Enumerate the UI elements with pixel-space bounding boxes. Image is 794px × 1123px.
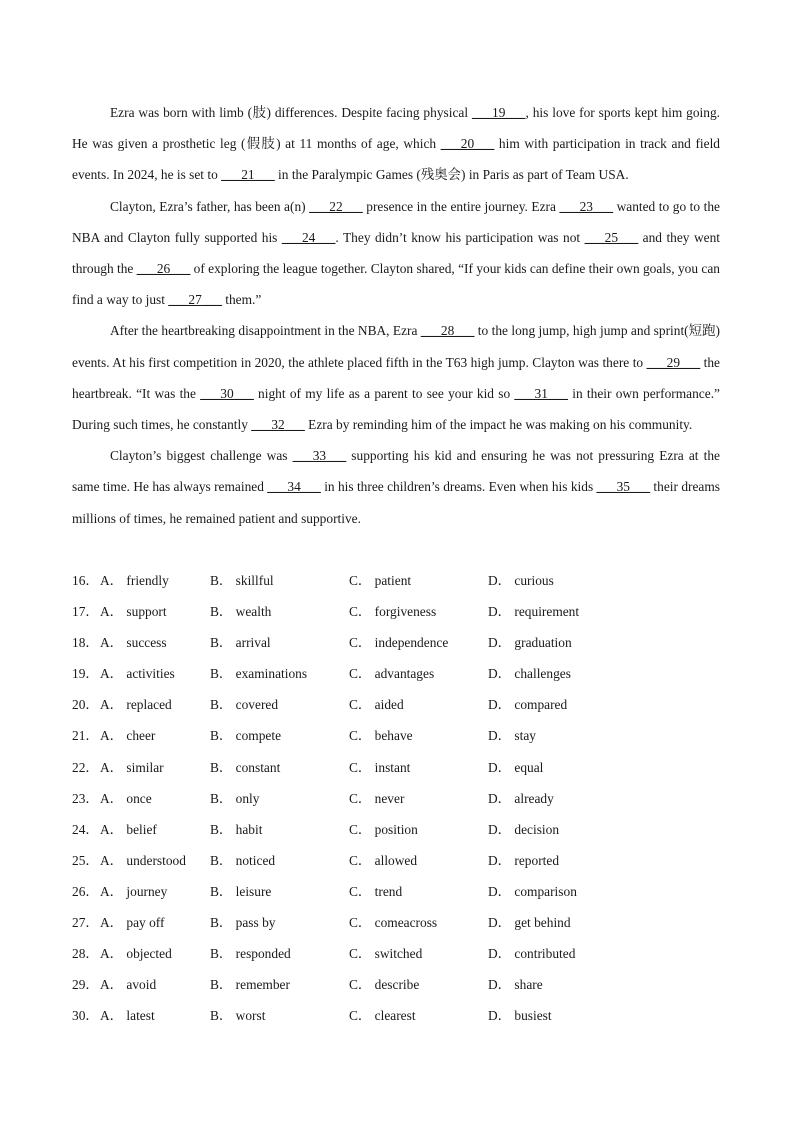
paragraph-4 bbox=[72, 440, 720, 534]
option-a: A． avoid bbox=[100, 977, 157, 993]
option-a: A． understood bbox=[100, 852, 186, 868]
option-a: A． journey bbox=[100, 883, 168, 899]
option-c: C． advantages bbox=[349, 666, 435, 682]
option-a: A． friendly bbox=[100, 573, 169, 588]
option-c: C． describe bbox=[349, 977, 420, 993]
question-row bbox=[72, 907, 752, 938]
answer-options bbox=[72, 565, 752, 1031]
option-b: B． habit bbox=[210, 821, 263, 837]
passage-text: presence in the entire journey. Ezra bbox=[362, 198, 560, 214]
blank-28: ___28___ bbox=[420, 323, 475, 339]
question-row bbox=[72, 876, 752, 907]
question-row bbox=[72, 969, 752, 1000]
option-b: B． arrival bbox=[210, 635, 271, 651]
blank-24: ___24___ bbox=[281, 229, 336, 245]
option-b: B． covered bbox=[210, 697, 279, 713]
question-number: 23． bbox=[72, 790, 99, 806]
passage-text: the heartbreak. “It was the bbox=[72, 354, 720, 401]
passage-text: Ezra was born with limb (肢) differences. Despite facing physical bbox=[110, 105, 472, 120]
option-c: C． position bbox=[349, 821, 418, 837]
question-number: 16． bbox=[72, 573, 99, 588]
passage-text: Ezra by reminding him of the impact he was making on his community. bbox=[304, 417, 693, 433]
blank-34: ___34___ bbox=[267, 479, 321, 495]
option-a: A． pay off bbox=[100, 915, 165, 931]
option-b: B． compete bbox=[210, 728, 282, 744]
option-a: A． replaced bbox=[100, 697, 172, 713]
passage-text: in their own performance.” During such times, he constantly bbox=[72, 385, 720, 433]
question-number: 26． bbox=[72, 883, 99, 899]
option-b: B． only bbox=[210, 790, 260, 806]
option-d: D． contributed bbox=[488, 946, 576, 962]
question-number: 29． bbox=[72, 977, 99, 993]
option-c: C． instant bbox=[349, 759, 411, 775]
option-d: D． reported bbox=[488, 852, 560, 868]
blank-23: ___23___ bbox=[559, 198, 614, 214]
option-b: B． noticed bbox=[210, 852, 276, 868]
passage-text: Clayton’s biggest challenge was bbox=[110, 448, 293, 464]
question-row bbox=[72, 752, 752, 783]
option-c: C． never bbox=[349, 790, 405, 806]
question-number: 24． bbox=[72, 821, 99, 837]
passage-text: supporting his kid and ensuring he was not pressuring Ezra at the same time. He has always remained bbox=[72, 448, 720, 495]
option-c: C． independence bbox=[349, 635, 449, 651]
passage-text: Clayton, Ezra’s father, has been a(n) bbox=[110, 198, 310, 214]
passage-text: night of my life as a parent to see your kid so bbox=[253, 385, 515, 401]
question-number: 17． bbox=[72, 604, 99, 620]
option-c: C． aided bbox=[349, 697, 404, 713]
blank-31: ___31___ bbox=[514, 385, 568, 401]
passage-text: After the heartbreaking disappointment in the NBA, Ezra bbox=[110, 323, 421, 339]
passage-text: , his love for sports kept him going. He was given a prosthetic leg (假肢) at 11 months of age, which bbox=[72, 105, 720, 152]
option-c: C． allowed bbox=[349, 852, 418, 868]
option-c: C． forgiveness bbox=[349, 604, 437, 620]
passage-text: . They didn’t know his participation was not bbox=[335, 229, 585, 245]
passage-text: in the Paralympic Games (残奥会) in Paris as part of Team USA. bbox=[274, 167, 629, 183]
question-row bbox=[72, 720, 752, 751]
option-a: A． objected bbox=[100, 946, 172, 962]
option-d: D． busiest bbox=[488, 1008, 552, 1024]
option-a: A． similar bbox=[100, 759, 164, 775]
option-a: A． support bbox=[100, 604, 167, 620]
blank-35: ___35___ bbox=[596, 479, 651, 495]
blank-19: ___19___ bbox=[471, 105, 526, 120]
blank-25: ___25___ bbox=[584, 229, 639, 245]
passage-text: to the long jump, high jump and sprint(短跑) events. At his first competition in 2020, the athlete placed fifth in the T63 high jump. Clayton was there to bbox=[72, 323, 720, 370]
passage-text: and they went through the bbox=[72, 229, 721, 277]
option-a: A． latest bbox=[100, 1008, 155, 1024]
option-b: B． wealth bbox=[210, 604, 272, 620]
option-c: C． trend bbox=[349, 883, 403, 899]
question-row bbox=[72, 938, 752, 969]
question-row bbox=[72, 689, 752, 720]
option-d: D． stay bbox=[488, 728, 536, 744]
passage-text: him with participation in track and field events. In 2024, he is set to bbox=[72, 136, 720, 183]
option-c: C． patient bbox=[349, 573, 412, 588]
blank-20: ___20___ bbox=[440, 136, 495, 152]
blank-22: ___22___ bbox=[309, 198, 363, 214]
paragraph-2 bbox=[72, 191, 720, 316]
option-c: C． clearest bbox=[349, 1008, 416, 1024]
option-d: D． already bbox=[488, 790, 554, 806]
question-number: 28． bbox=[72, 946, 99, 962]
question-row bbox=[72, 596, 752, 627]
question-number: 20． bbox=[72, 697, 99, 713]
blank-33: ___33___ bbox=[292, 448, 347, 464]
option-d: D． get behind bbox=[488, 915, 571, 931]
blank-27: ___27___ bbox=[168, 292, 222, 308]
question-number: 18． bbox=[72, 635, 99, 651]
question-row bbox=[72, 814, 752, 845]
option-d: D． comparison bbox=[488, 883, 577, 899]
option-b: B． responded bbox=[210, 946, 291, 962]
option-d: D． requirement bbox=[488, 604, 580, 620]
blank-26: ___26___ bbox=[136, 261, 191, 277]
option-a: A． activities bbox=[100, 666, 175, 682]
option-d: D． decision bbox=[488, 821, 560, 837]
passage-text: their dreams millions of times, he remained patient and supportive. bbox=[72, 479, 720, 526]
option-b: B． leisure bbox=[210, 883, 272, 899]
question-row bbox=[72, 627, 752, 658]
option-a: A． success bbox=[100, 635, 167, 651]
blank-32: ___32___ bbox=[251, 417, 305, 433]
option-d: D． graduation bbox=[488, 635, 572, 651]
blank-30: ___30___ bbox=[200, 385, 254, 401]
option-a: A． cheer bbox=[100, 728, 156, 744]
question-row bbox=[72, 658, 752, 689]
question-number: 22． bbox=[72, 759, 99, 775]
question-number: 30． bbox=[72, 1008, 99, 1024]
option-c: C． comeacross bbox=[349, 915, 438, 931]
passage-text: in his three children’s dreams. Even when his kids bbox=[320, 479, 597, 495]
option-d: D． compared bbox=[488, 697, 568, 713]
cloze-passage bbox=[72, 97, 720, 534]
option-c: C． switched bbox=[349, 946, 423, 962]
question-row bbox=[72, 845, 752, 876]
option-d: D． challenges bbox=[488, 666, 571, 682]
passage-text: them.” bbox=[221, 292, 262, 308]
paragraph-1 bbox=[72, 97, 720, 191]
option-d: D． curious bbox=[488, 573, 554, 588]
question-row bbox=[72, 1000, 752, 1031]
option-d: D． share bbox=[488, 977, 543, 993]
question-number: 27． bbox=[72, 915, 99, 931]
option-d: D． equal bbox=[488, 759, 544, 775]
blank-29: ___29___ bbox=[646, 354, 701, 370]
paragraph-3 bbox=[72, 315, 720, 440]
option-b: B． pass by bbox=[210, 915, 276, 931]
question-number: 19． bbox=[72, 666, 99, 682]
blank-21: ___21___ bbox=[221, 167, 275, 183]
option-b: B． skillful bbox=[210, 573, 274, 588]
option-b: B． remember bbox=[210, 977, 290, 993]
option-c: C． behave bbox=[349, 728, 413, 744]
option-a: A． once bbox=[100, 790, 152, 806]
option-b: B． constant bbox=[210, 759, 281, 775]
option-b: B． worst bbox=[210, 1008, 266, 1024]
passage-text: wanted to go to the NBA and Clayton fully supported his bbox=[72, 198, 720, 245]
question-row bbox=[72, 783, 752, 814]
question-number: 25． bbox=[72, 852, 99, 868]
option-b: B． examinations bbox=[210, 666, 308, 682]
question-number: 21． bbox=[72, 728, 99, 744]
question-row bbox=[72, 565, 752, 596]
option-a: A． belief bbox=[100, 821, 157, 837]
passage-text: of exploring the league together. Clayton shared, “If your kids can define their own goals, you can find a way to just bbox=[72, 261, 720, 308]
